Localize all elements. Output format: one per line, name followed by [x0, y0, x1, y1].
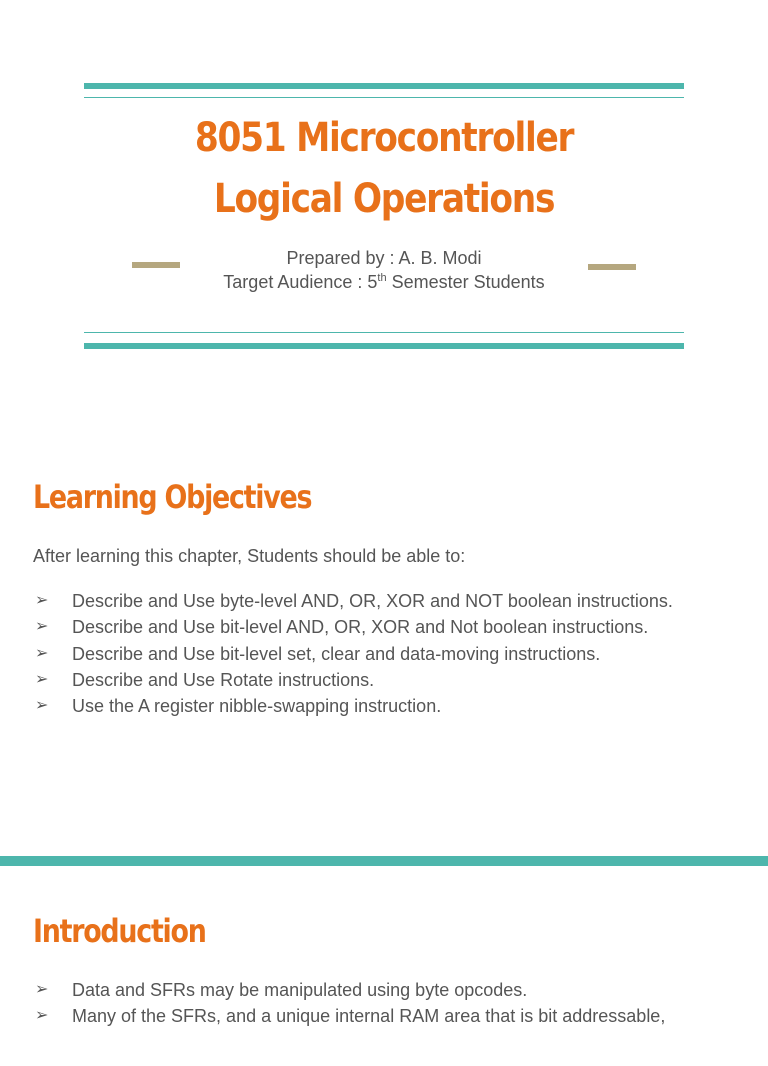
- introduction-heading: Introduction: [33, 912, 206, 950]
- list-item: [33, 614, 673, 640]
- list-item-text: Describe and Use byte-level AND, OR, XOR and NOT boolean instructions.: [72, 591, 673, 611]
- list-item-text: Describe and Use Rotate instructions.: [72, 669, 375, 690]
- list-item: [33, 977, 665, 1003]
- introduction-list: [33, 977, 665, 1030]
- arrow-bullet-icon: ➢: [35, 618, 49, 636]
- arrow-bullet-icon: ➢: [35, 981, 49, 998]
- subtitle: [184, 246, 584, 294]
- audience-prefix: Target Audience : 5: [223, 272, 378, 292]
- title-slide: [0, 0, 768, 440]
- target-audience: [184, 270, 584, 294]
- bottom-thin-rule: [84, 332, 684, 333]
- arrow-bullet-icon: ➢: [35, 697, 49, 715]
- audience-suffix: Semester Students: [386, 272, 545, 292]
- list-item: [33, 667, 673, 693]
- list-item-text: Describe and Use bit-level set, clear and data-moving instructions.: [72, 643, 601, 664]
- right-accent-dash: [588, 264, 636, 270]
- top-thin-rule: [84, 97, 684, 98]
- slide-title: [126, 108, 642, 230]
- objectives-slide: [0, 440, 768, 856]
- list-item: [33, 588, 673, 614]
- objectives-heading: Learning Objectives: [33, 478, 312, 516]
- introduction-slide: [0, 866, 768, 1066]
- arrow-bullet-icon: ➢: [35, 592, 49, 609]
- title-line-2: Logical Operations: [213, 176, 555, 222]
- list-item: [33, 641, 673, 667]
- arrow-bullet-icon: ➢: [35, 1007, 49, 1025]
- arrow-bullet-icon: ➢: [35, 670, 49, 688]
- list-item: [33, 693, 673, 719]
- top-thick-rule: [84, 83, 684, 89]
- bottom-thick-rule: [84, 343, 684, 349]
- list-item-text: Many of the SFRs, and a unique internal RAM area that is bit addressable,: [72, 1006, 666, 1027]
- arrow-bullet-icon: ➢: [35, 644, 49, 662]
- list-item-text: Data and SFRs may be manipulated using byte opcodes.: [72, 980, 528, 1000]
- list-item-text: Use the A register nibble-swapping instruction.: [72, 696, 442, 717]
- prepared-by: Prepared by : A. B. Modi: [286, 248, 482, 268]
- objectives-list: [33, 588, 673, 719]
- objectives-lead: After learning this chapter, Students should be able to:: [33, 546, 466, 566]
- slide-divider: [0, 856, 768, 866]
- list-item: [33, 1003, 665, 1029]
- title-line-1: 8051 Microcontroller: [194, 115, 574, 161]
- left-accent-dash: [132, 262, 180, 268]
- audience-ordinal: th: [377, 272, 387, 284]
- list-item-text: Describe and Use bit-level AND, OR, XOR and Not boolean instructions.: [72, 617, 649, 638]
